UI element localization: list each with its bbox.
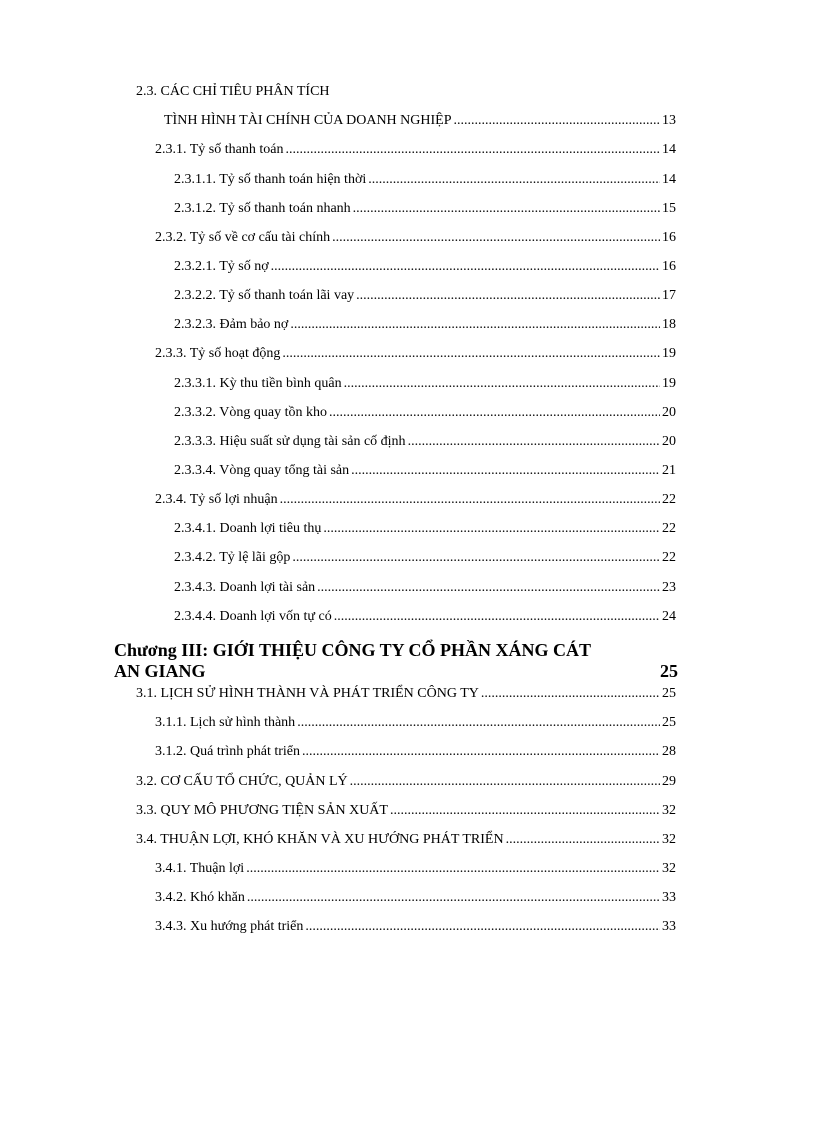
toc-heading-2-3: 2.3. CÁC CHỈ TIÊU PHÂN TÍCH [136, 84, 330, 99]
toc-entry-page: 21 [662, 463, 676, 478]
toc-entry-page: 20 [662, 405, 676, 420]
dot-leader [317, 579, 660, 597]
toc-entry[interactable] [136, 685, 676, 703]
dot-leader [481, 685, 660, 703]
dot-leader [282, 345, 660, 363]
toc-entry-page: 32 [662, 832, 676, 847]
toc-entry-title: 3.1.2. Quá trình phát triển [155, 744, 301, 759]
dot-leader [408, 433, 660, 451]
toc-entry[interactable] [155, 345, 676, 363]
dot-leader [292, 549, 660, 567]
chapter-3-heading-line2: AN GIANG [114, 661, 206, 681]
toc-entry-title: 3.1. LỊCH SỬ HÌNH THÀNH VÀ PHÁT TRIỂN CÔNG TY [136, 686, 479, 701]
toc-entry-title: 2.3.3.4. Vòng quay tổng tài sản [174, 463, 350, 478]
toc-entry[interactable] [174, 579, 676, 597]
toc-entry-title: 2.3.3. Tỷ số hoạt động [155, 346, 281, 361]
dot-leader [246, 860, 660, 878]
dot-leader [390, 802, 660, 820]
dot-leader [305, 918, 660, 936]
toc-entry[interactable] [174, 608, 676, 626]
toc-entry-page: 25 [662, 686, 676, 701]
toc-entry-title: 3.4.2. Khó khăn [155, 890, 245, 905]
toc-entry-title: 2.3.3.2. Vòng quay tồn kho [174, 405, 327, 420]
toc-entry[interactable] [174, 462, 676, 480]
toc-entry[interactable] [164, 112, 676, 130]
toc-entry-page: 14 [662, 142, 676, 157]
dot-leader [332, 229, 660, 247]
toc-entry-title: 2.3.1.1. Tỷ số thanh toán hiện thời [174, 172, 367, 187]
toc-entry-title: 3.4. THUẬN LỢI, KHÓ KHĂN VÀ XU HƯỚNG PHÁT TRIỂN [136, 832, 504, 847]
dot-leader [247, 889, 660, 907]
toc-entry-page: 32 [662, 861, 676, 876]
dot-leader [506, 831, 660, 849]
dot-leader [280, 491, 660, 509]
toc-entry[interactable] [155, 743, 676, 761]
toc-entry-page: 25 [662, 715, 676, 730]
toc-entry[interactable] [155, 860, 676, 878]
toc-entry-page: 33 [662, 919, 676, 934]
toc-entry-title: TÌNH HÌNH TÀI CHÍNH CỦA DOANH NGHIỆP [164, 113, 452, 128]
toc-entry-page: 23 [662, 580, 676, 595]
toc-entry-page: 22 [662, 521, 676, 536]
toc-entry-title: 2.3.3.1. Kỳ thu tiền bình quân [174, 376, 342, 391]
dot-leader [368, 171, 660, 189]
toc-entry-title: 2.3.4. Tỷ số lợi nhuận [155, 492, 278, 507]
toc-entry[interactable] [155, 889, 676, 907]
toc-entry-title: 3.4.3. Xu hướng phát triển [155, 919, 304, 934]
toc-entry-page: 28 [662, 744, 676, 759]
toc-entry-title: 2.3.3.3. Hiệu suất sử dụng tài sản cố định [174, 434, 406, 449]
toc-entry-page: 32 [662, 803, 676, 818]
toc-entry-page: 15 [662, 201, 676, 216]
chapter-3-heading[interactable]: Chương III: GIỚI THIỆU CÔNG TY CỔ PHẦN XÁNG CÁT [114, 640, 592, 660]
toc-entry-title: 3.4.1. Thuận lợi [155, 861, 245, 876]
toc-entry[interactable] [174, 316, 676, 334]
toc-entry[interactable] [155, 141, 676, 159]
dot-leader [351, 462, 660, 480]
toc-entry-title: 2.3.2.2. Tỷ số thanh toán lãi vay [174, 288, 355, 303]
dot-leader [302, 743, 660, 761]
toc-entry-page: 19 [662, 346, 676, 361]
dot-leader [356, 287, 660, 305]
toc-entry[interactable] [155, 491, 676, 509]
dot-leader [290, 316, 660, 334]
dot-leader [334, 608, 660, 626]
toc-entry[interactable] [136, 773, 676, 791]
toc-entry-title: 2.3.1. Tỷ số thanh toán [155, 142, 284, 157]
toc-entry-page: 17 [662, 288, 676, 303]
toc-entry-page: 19 [662, 376, 676, 391]
toc-entry[interactable] [174, 287, 676, 305]
toc-entry-title: 2.3.4.2. Tỷ lệ lãi gộp [174, 550, 291, 565]
toc-entry-title: 2.3.2. Tỷ số về cơ cấu tài chính [155, 230, 331, 245]
toc-entry[interactable] [174, 171, 676, 189]
toc-entry-title: 2.3.2.1. Tỷ số nợ [174, 259, 269, 274]
toc-entry[interactable] [136, 831, 676, 849]
toc-entry-page: 24 [662, 609, 676, 624]
dot-leader [271, 258, 660, 276]
toc-entry-page: 22 [662, 550, 676, 565]
toc-entry[interactable] [174, 375, 676, 393]
toc-entry[interactable] [174, 258, 676, 276]
toc-entry[interactable] [174, 520, 676, 538]
dot-leader [323, 520, 660, 538]
toc-entry-page: 22 [662, 492, 676, 507]
toc-entry[interactable] [155, 714, 676, 732]
toc-entry[interactable] [174, 433, 676, 451]
toc-entry[interactable] [174, 404, 676, 422]
toc-entry-page: 29 [662, 774, 676, 789]
toc-entry-title: 2.3.1.2. Tỷ số thanh toán nhanh [174, 201, 351, 216]
toc-entry-page: 20 [662, 434, 676, 449]
toc-entry-page: 33 [662, 890, 676, 905]
dot-leader [353, 200, 660, 218]
toc-entry-page: 18 [662, 317, 676, 332]
toc-entry-title: 2.3.4.4. Doanh lợi vốn tự có [174, 609, 332, 624]
toc-entry-title: 2.3.4.1. Doanh lợi tiêu thụ [174, 521, 322, 536]
toc-entry-title: 3.3. QUY MÔ PHƯƠNG TIỆN SẢN XUẤT [136, 803, 388, 818]
dot-leader [297, 714, 660, 732]
toc-entry-page: 14 [662, 172, 676, 187]
chapter-3-page: 25 [660, 661, 678, 681]
toc-entry-page: 16 [662, 230, 676, 245]
toc-entry-title: 3.2. CƠ CẤU TỔ CHỨC, QUẢN LÝ [136, 774, 348, 789]
toc-entry[interactable] [174, 200, 676, 218]
toc-entry[interactable] [155, 918, 676, 936]
dot-leader [350, 773, 660, 791]
toc-entry[interactable] [136, 802, 676, 820]
dot-leader [344, 375, 660, 393]
toc-entry-page: 16 [662, 259, 676, 274]
toc-entry-title: 2.3.4.3. Doanh lợi tài sản [174, 580, 316, 595]
toc-entry[interactable] [155, 229, 676, 247]
toc-entry-page: 13 [662, 113, 676, 128]
toc-entry-title: 3.1.1. Lịch sử hình thành [155, 715, 296, 730]
dot-leader [285, 141, 660, 159]
toc-entry[interactable] [174, 549, 676, 567]
dot-leader [329, 404, 660, 422]
dot-leader [454, 112, 661, 130]
toc-entry-title: 2.3.2.3. Đảm bảo nợ [174, 317, 289, 332]
